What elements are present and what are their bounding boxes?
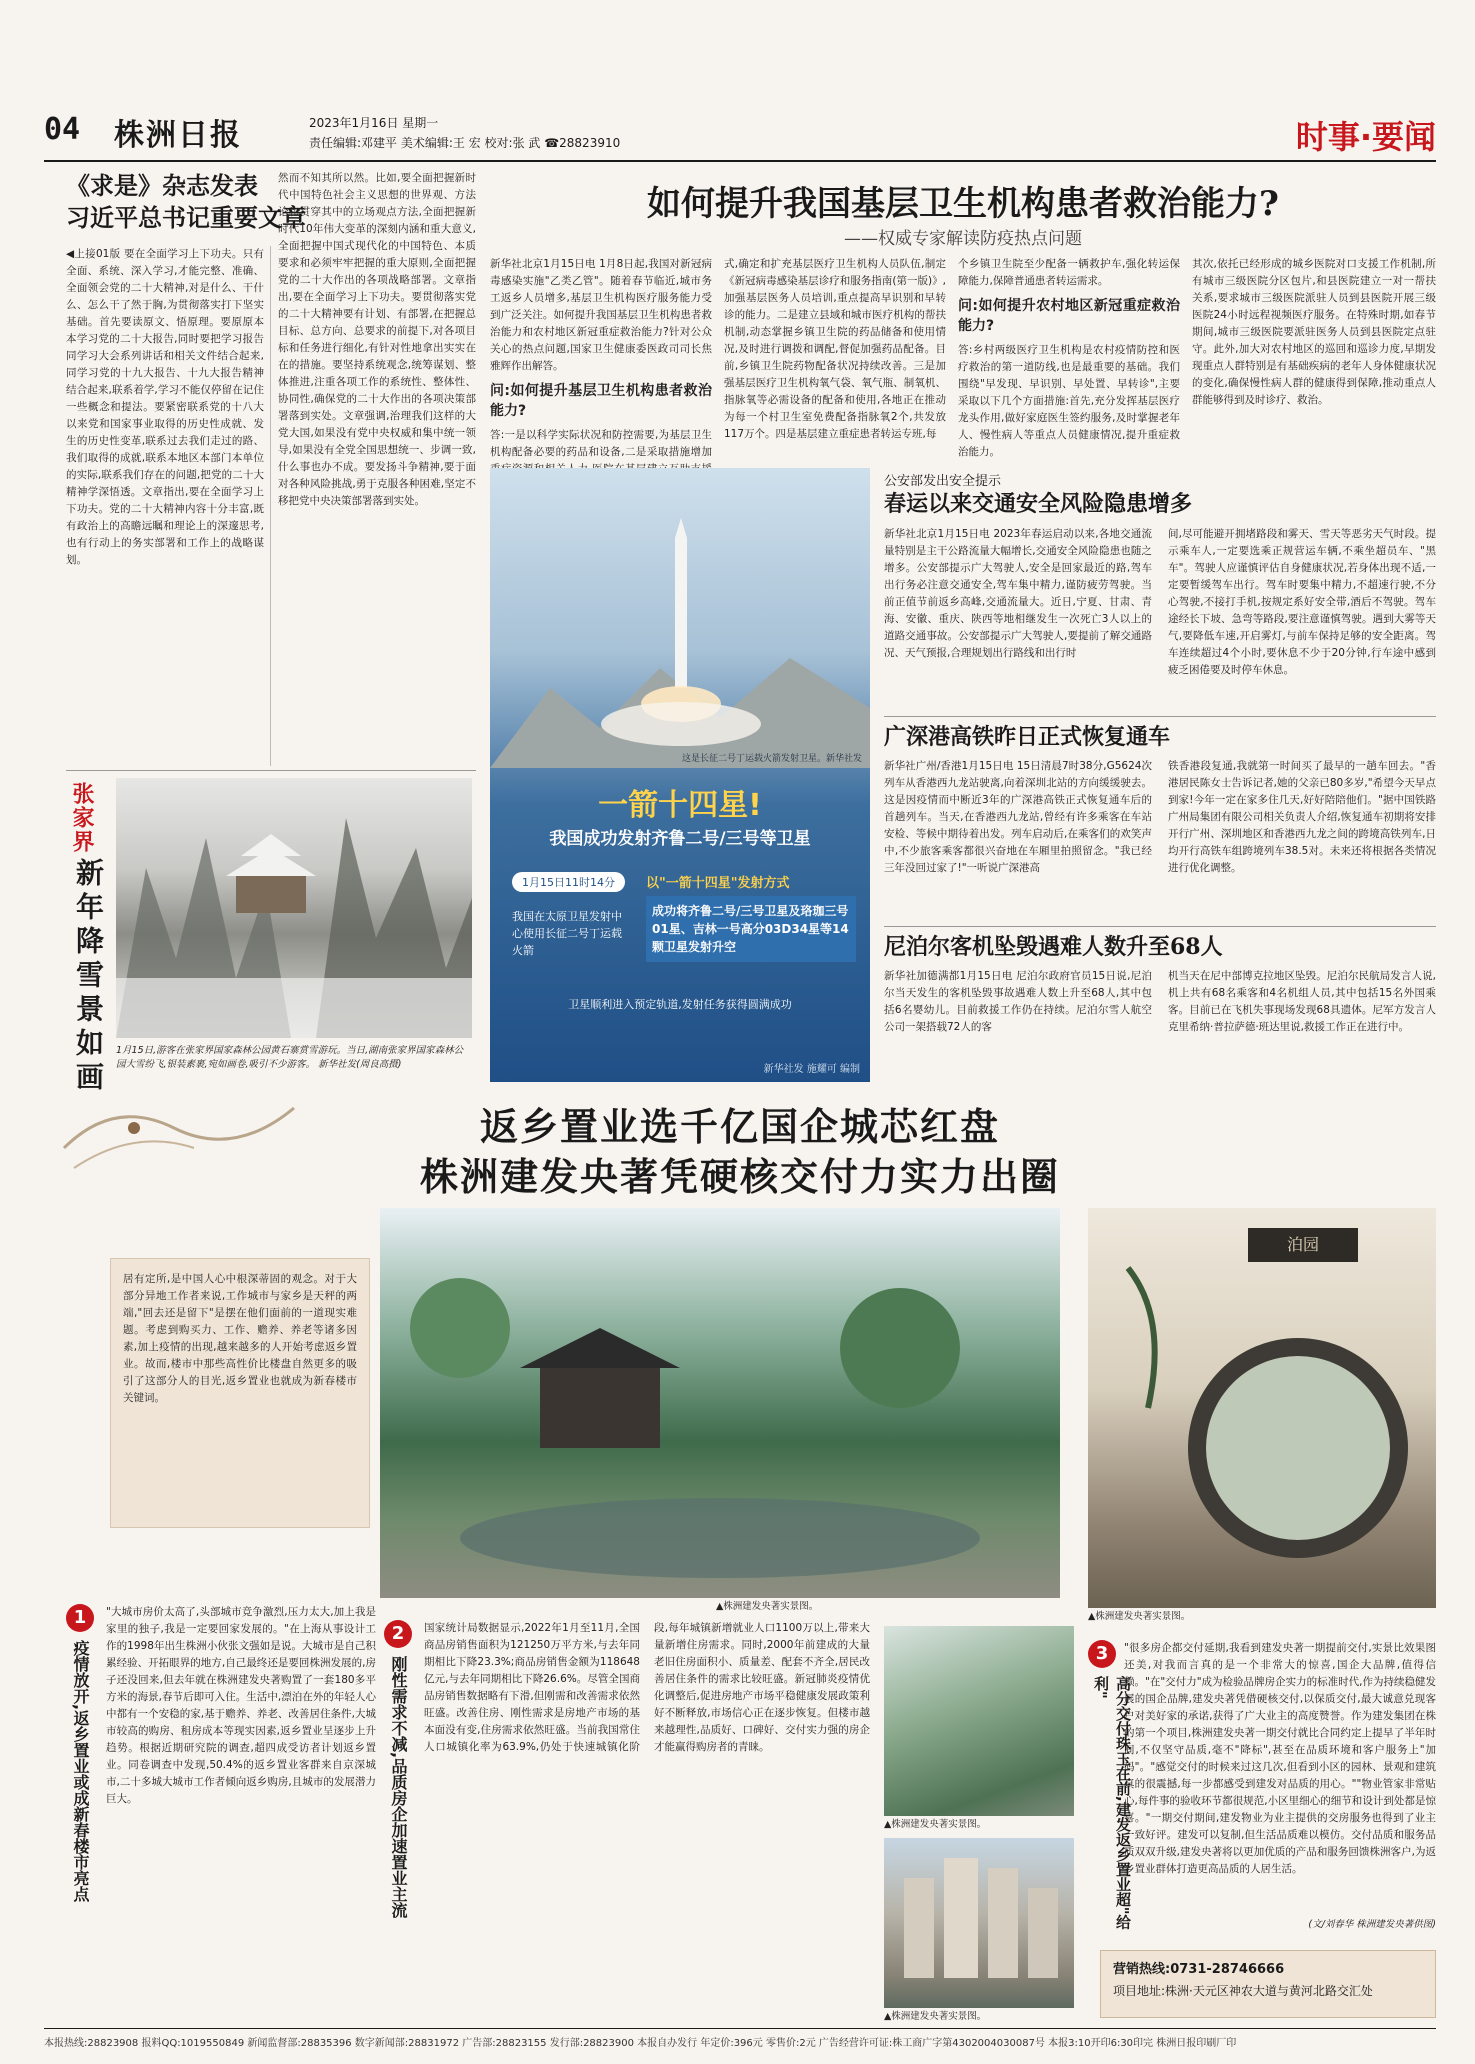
editor-line: 责任编辑:邓建平 美术编辑:王 宏 校对:张 武 ☎28823910 bbox=[309, 136, 621, 150]
health-article bbox=[490, 166, 1436, 466]
realestate-photo-3 bbox=[884, 1626, 1074, 1816]
snow-vertical-label: 张家界 bbox=[69, 782, 94, 854]
health-col1-text: 新华社北京1月15日电 1月8日起,我国对新冠病毒感染实施"乙类乙管"。随着春节临近,城市务工返乡人员增多,基层卫生机构医疗服务能力受到广泛关注。如何提升我国基层卫生机构患者救治能力和农村地区新冠重症救治能力?针对公众关心的热点问题,国家卫生健康委医政司司长焦雅辉作出解答。 bbox=[490, 258, 712, 372]
masthead-rule bbox=[44, 160, 1436, 162]
section-3-box bbox=[1088, 1640, 1436, 1940]
health-col1b-text: 答:一是以科学实际状况和防控需要,为基层卫生机构配备必要的药品和设备,二是采取措施增加 bbox=[490, 429, 712, 458]
rail-article bbox=[884, 722, 1436, 922]
gate-sign: 泊园 bbox=[1286, 1235, 1319, 1254]
section-2-number: 2 bbox=[384, 1620, 412, 1648]
footer-rule bbox=[44, 2028, 1436, 2029]
column-divider bbox=[270, 246, 271, 766]
nepal-col-2: 机当天在尼中部博克拉地区坠毁。尼泊尔民航局发言人说,机上共有68名乘客和4名机组人员,其中包括15名外国乘客。目前已在飞机失事现场发现68具遗体。尼军方发言人克里希纳·普拉萨德·班达里说,救援工作正在进行中。 bbox=[1168, 970, 1436, 1033]
rail-col-1: 新华社广州/香港1月15日电 15日清晨7时38分,G5624次列车从香港西九龙站驶离,向着深圳北站的方向缓缓驶去。这是因疫情而中断近3年的广深港高铁正式恢复通车后的首趟列车。当天,在香港西九龙站,曾经有许多乘客在车站安检、等候中期待着出发。列车启动后,在乘客们的欢笑声中,不少旅客乘客都很兴奋地在车厢里拍照留念。"我已经三年没回过家了!"一听说广深港高 bbox=[884, 760, 1152, 874]
health-q2: 问:如何提升农村地区新冠重症救治能力? bbox=[958, 298, 1180, 334]
section-3-number: 3 bbox=[1088, 1640, 1116, 1668]
traffic-article bbox=[884, 470, 1436, 710]
snow-vertical-title: 新年降雪景如画 bbox=[72, 858, 105, 1096]
qiushi-col-2: 然而不知其所以然。比如,要全面把握新时代中国特色社会主义思想的世界观、方法论和贯穿其中的立场观点方法,全面把握新时代10年伟大变革的深刻内涵和重大意义,全面把握中国式现代化的中国特色、本质要求和必须牢牢把握的重大原则,全面把握党的二十大作出的各项战略部署。文章指出,要在全面学习上下功夫。要贯彻落实党的二十大精神要有计划、有部署,在把握总目标、总方向、总要求的前提下,对各项目标和任务进行细化,有针对性地拿出实实在在的措施。要坚持系统观念,统筹谋划、整体推进,注重各项工作的系统性、整体性、协同性,确保党的二十大作出的各项决策部署落到实处。文章强调,治理我们这样的大党大国,如果没有党中央权威和集中统一领导,如果没有全党全国思想统一、步调一致,什么事也办不成。要发扬斗争精神,要于面对各种风险挑战,勇于克服各种困难,坚定不移把党中央决策部署落到实处。 bbox=[278, 172, 476, 507]
health-subtitle: ——权威专家解读防疫热点问题 bbox=[844, 229, 1082, 249]
realestate-photo-1 bbox=[380, 1208, 1060, 1598]
poster-result: 卫星顺利进入预定轨道,发射任务获得圆满成功 bbox=[568, 998, 792, 1011]
health-q1: 问:如何提升基层卫生机构患者救治能力? bbox=[490, 383, 712, 419]
section-2-body: 国家统计局数据显示,2022年1月至11月,全国商品房销售面积为121250万平方米,与去年同期相比下降23.3%;商品房销售金额为118648亿元,与去年同期相比下降26.6%。尽管全国商品房销售数据略有下滑,但刚需和改善需求依然旺盛。改善住房、刚性需求是房地产市场的基本面没有变,住房需求依然旺盛。当前我国常住人口城镇化率为63.9%,仍处于快速城镇化阶段,每年城镇新增就业人口1100万以上,带来大量新增住房需求。同时,2000年前建成的大量老旧住房面积小、质量差、配套不齐全,居民改善居住条件的需求比较旺盛。新冠肺炎疫情优化调整后,促进房地产市场平稳健康发展政策利好不断释放,市场信心正在逐步恢复。但楼市越来越理性,品质好、口碑好、交付实力强的房企才能赢得购房者的青睐。 bbox=[424, 1622, 870, 1753]
traffic-col-1: 新华社北京1月15日电 2023年春运启动以来,各地交通流量特别是主干公路流量大幅增长,交通安全风险隐患也随之增多。公安部提示广大驾驶人,安全是回家最近的路,驾车出行务必注意交通安全,驾车集中精力,谨防疲劳驾驶。当前正值节前返乡高峰,交通流量大。近日,宁夏、甘肃、青海、安徽、重庆、陕西等地相继发生一次死亡3人以上的道路交通事故。公安部提示广大驾驶人,要提前了解交通路况、天气预报,合理规划出行路线和出行时 bbox=[884, 528, 1152, 659]
caption-2: ▲株洲建发央著实景图。 bbox=[1088, 1611, 1191, 1622]
nepal-col-1: 新华社加德满都1月15日电 尼泊尔政府官员15日说,尼泊尔当天发生的客机坠毁事故遇难人数上升至68人,其中包括6名婴幼儿。目前救援工作仍在持续。尼泊尔雪人航空公司一架搭载72人的客 bbox=[884, 970, 1152, 1033]
poster-left-info: 我国在太原卫星发射中心使用长征二号丁运载火箭 bbox=[512, 910, 622, 957]
snow-photo bbox=[116, 778, 472, 1038]
section-3-title: 高分交付珠玉在前,建发返乡置业超"给利" bbox=[1092, 1676, 1132, 1930]
health-col-3 bbox=[958, 256, 1180, 456]
section-2-title: 刚性需求不减,品质房企加速置业主流 bbox=[389, 1656, 408, 1919]
divider bbox=[66, 770, 476, 771]
nepal-title: 尼泊尔客机坠毁遇难人数升至68人 bbox=[884, 934, 1223, 960]
tower-illustration bbox=[884, 1838, 1074, 2008]
rocket-photo-caption: 这是长征二号丁运载火箭发射卫星。新华社发 bbox=[681, 754, 862, 764]
garden-pavilion-illustration bbox=[380, 1208, 1060, 1598]
divider bbox=[884, 926, 1436, 927]
health-col3-text: 个乡镇卫生院至少配备一辆救护车,强化转运保障能力,保障普通患者转运需求。 bbox=[958, 258, 1180, 287]
section-1 bbox=[66, 1604, 376, 2024]
poster-subhead: 我国成功发射齐鲁二号/三号等卫星 bbox=[549, 829, 811, 849]
qiushi-title-1: 《求是》杂志发表 bbox=[66, 171, 258, 200]
realestate-banner bbox=[44, 1088, 1436, 1198]
section-1-title: 疫情放开,返乡置业或成新春楼市亮点 bbox=[71, 1640, 90, 1903]
realestate-headline-1: 返乡置业选千亿国企城芯红盘 bbox=[479, 1104, 1000, 1149]
ad-address: 项目地址:株洲·天元区神农大道与黄河北路交汇处 bbox=[1113, 1984, 1373, 1998]
qiushi-title-2: 习近平总书记重要文章 bbox=[66, 203, 306, 232]
traffic-title: 春运以来交通安全风险隐患增多 bbox=[884, 491, 1193, 517]
divider bbox=[884, 716, 1436, 717]
realestate-intro: 居有定所,是中国人心中根深蒂固的观念。对于大部分异地工作者来说,工作城市与家乡是天秤的两端,"回去还是留下"是摆在他们面前的一道现实难题。考虑到购买力、工作、赡养、养老等诸多因素,加上疫情的出现,越来越多的人开始考虑返乡置业。故而,楼市中那些高性价比楼盘自然更多的吸引了这部分人的目光,返乡置业也就成为新春楼市关键词。 bbox=[123, 1273, 357, 1404]
caption-4: ▲株洲建发央著实景图。 bbox=[884, 2011, 987, 2022]
moon-gate-illustration bbox=[1088, 1208, 1436, 1608]
realestate-ad-box bbox=[1100, 1950, 1436, 2018]
snow-mountain-illustration bbox=[116, 778, 472, 1038]
paper-name: 株洲日报 bbox=[114, 118, 242, 153]
health-title: 如何提升我国基层卫生机构患者救治能力? bbox=[647, 184, 1279, 224]
poster-detail: 成功将齐鲁二号/三号卫星及珞珈三号01星、吉林一号高分03D34星等14颗卫星发射升空 bbox=[646, 896, 856, 962]
masthead bbox=[44, 110, 1436, 156]
section-2 bbox=[384, 1620, 870, 2024]
rail-col-2: 铁香港段复通,我就第一时间买了最早的一趟车回去。"香港居民陈女士告诉记者,她的父亲已80多岁,"希望今天早点到家!今年一定在家多住几天,好好陪陪他们。"据中国铁路广州局集团有限公司相关负责人介绍,恢复通车初期将安排开行广州、深圳地区和香港西九龙之间的跨境高铁列车,日均开行高铁车组跨境列车38.5对。未来还将根据各类情况进行优化调整。 bbox=[1168, 760, 1436, 874]
snow-caption: 1月15日,游客在张家界国家森林公园黄石寨赏雪游玩。当日,湖南张家界国家森林公园大雪纷飞,银装素裹,宛如画卷,吸引不少游客。 新华社发(周良高摄) bbox=[116, 1045, 464, 1070]
traffic-kicker: 公安部发出安全提示 bbox=[884, 474, 1002, 489]
nepal-article bbox=[884, 932, 1436, 1082]
realestate-headline-2: 株洲建发央著凭硬核交付力实力出圈 bbox=[419, 1154, 1060, 1199]
health-col-4: 其次,依托已经形成的城乡医院对口支援工作机制,所有城市三级医院分区包片,和县医院建立一对一帮扶关系,要求城市三级医院派驻人员到县医院开展三级医院24小时远程视频医疗服务。在特殊时期,如春节期间,城市三级医院要派驻医务人员到县医院定点驻守。此外,加大对农村地区的巡回和巡诊力度,早期发现重点人群特别是有基础疾病的老年人身体健康状况的变化,确保慢性病人群的健康得到保障,推动重点人群能够得到及时诊疗、救治。 bbox=[1192, 258, 1436, 406]
health-col-1 bbox=[490, 256, 712, 456]
section-3-body: "很多房企都交付延期,我看到建发央著一期提前交付,实景比效果图还美,对我而言真的是一个非常大的惊喜,国企大品牌,值得信赖。"在"交付力"成为检验品牌房企实力的标准时代,作为持续稳健发展的国企品牌,建发央著凭借硬核交付,以保质交付,最大诚意兑现客户对美好家的承诺,获得了广大业主的高度赞誉。作为建发集团在株的第一个项目,株洲建发央著一期交付就比合同约定上提早了半年时间,不仅坚守品质,毫不"降标",甚至在品质环境和客户服务上"加码"。"感觉交付的时候来过这几次,但看到小区的园林、景观和建筑真的很震撼,每一步都感受到建发对品质的用心。""物业管家非常贴心,每件事的验收环节都很规范,小区里细心的细节和设计到处都是惊喜。"一期交付期间,建发物业为业主提供的交房服务也得到了业主一致好评。建发可以复制,但生活品质难以模仿。交付品质和服务品质双双升级,建发央著将以更加优质的产品和服务回馈株洲客户,为返乡置业群体打造更高品质的人居生活。 bbox=[1124, 1642, 1436, 1875]
ad-hotline: 营销热线:0731-28746666 bbox=[1113, 1962, 1285, 1977]
rail-title: 广深港高铁昨日正式恢复通车 bbox=[884, 724, 1171, 750]
page-number: 04 bbox=[44, 112, 81, 147]
poster-mode-label: 以"一箭十四星"发射方式 bbox=[646, 876, 790, 891]
footer-info: 本报热线:28823908 报料QQ:1019550849 新闻监督部:28835396 数字新闻部:28831972 广告部:28823155 发行部:28823900 本报自办发行 年定价:396元 零售价:2元 广告经营许可证:株工商广字第4302004030087号 本报3:10开印6:30印完 株洲日报印刷厂印 bbox=[44, 2038, 1237, 2049]
section-1-number: 1 bbox=[66, 1604, 94, 1632]
snow-feature bbox=[66, 778, 476, 1108]
caption-1: ▲株洲建发央著实景图。 bbox=[716, 1601, 819, 1612]
realestate-credit: (文/刘春华 株洲建发央著供图) bbox=[1308, 1919, 1436, 1930]
realestate-photo-4 bbox=[884, 1838, 1074, 2008]
rocket-photo bbox=[490, 468, 870, 768]
qiushi-col-1: ◀上接01版 要在全面学习上下功夫。只有全面、系统、深入学习,才能完整、准确、全面领会党的二十大精神,对是什么、干什么、怎么干了然于胸,为贯彻落实打下坚实基础。首先要读原文、悟原理。要原原本本学习党的二十大报告,同时要把学习报告同学习大会系列讲话和相关文件结合起来,同学习党的十九大报告、十九大报告精神结合起来,联系着学,学习不能仅停留在记住一些概念和提法。要紧密联系党的十八大以来党和国家事业取得的历史性成就、发生的历史性变革,联系过去我们走过的路、我们取得的成就,联系本地区本部门本单位的实际,联系我们存在的问题,把党的二十大精神学深悟透。文章指出,要在全面学习上下功夫。党的二十大精神内容十分丰富,既有政治上的高瞻远瞩和理论上的深邃思考,也有行动上的务实部署和工作上的战略谋划。 bbox=[66, 248, 264, 566]
launch-poster bbox=[490, 468, 870, 1082]
poster-credit: 新华社发 施耀可 编制 bbox=[763, 1064, 860, 1075]
health-col3b-text: 答:乡村两级医疗卫生机构是农村疫情防控和医疗救治的第一道防线,也是最重要的基础。我们围绕"早发现、早识别、早处置、早转诊",主要采取以下几个方面措施:首先,充分发挥基层医疗龙头作用,做好家庭医生签约服务,及时掌握老年人、慢性病人等重点人员健康情况,提升重症救治能力。 bbox=[958, 344, 1180, 458]
poster-date-tag: 1月15日11时14分 bbox=[512, 872, 625, 892]
section-1-body: "大城市房价太高了,头部城市竞争激烈,压力太大,加上我是家里的独子,我是一定要回家发展的。"在上海从事设计工作的1998年出生株洲小伙张文强如是说。大城市是自己积累经验、开拓眼界的地方,自己最终还是要回株洲发展的,房子还没回来,但去年就在株洲建发央著购置了一套180多平方米的海景,春节后即可入住。生活中,漂泊在外的年轻人心中都有一个安稳的家,基于赡养、养老、改善居住条件,大城市较高的购房、租房成本等现实因素,返乡置业呈逐步上升趋势。根据近期研究院的调查,超四成受访者计划返乡置业。同卷调查中发现,50.4%的返乡置业客群来自京深城市,二十多城大城市工作者倾向返乡购房,且城市的发展潜力巨大。 bbox=[106, 1606, 376, 1805]
realestate-intro-box bbox=[110, 1258, 370, 1528]
realestate-photo-2 bbox=[1088, 1208, 1436, 1608]
qiushi-article bbox=[66, 170, 476, 770]
health-col-2: 式,确定和扩充基层医疗卫生机构人员队伍,制定《新冠病毒感染基层诊疗和服务指南(第一版)》,加强基层医务人员培训,重点提高早识别和早转诊的能力。二是建立县域和城市医疗机构的帮扶机制,动态掌握乡镇卫生院的药品储备和使用情况,及时进行调拨和调配,督促加强药品配备。目前,乡镇卫生院药物配备状况持续改善。三是加强基层医疗卫生机构氧气袋、氧气瓶、制氧机、指脉氧等必需设备的配备和使用,各地正在推动为每一个村卫生室免费配备指脉氧2个,共发放117万个。四是基层建立重症患者转运专班,每 bbox=[724, 258, 946, 440]
traffic-col-2: 间,尽可能避开拥堵路段和雾天、雪天等恶劣天气时段。提示乘车人,一定要选乘正规营运车辆,不乘坐超员车、"黑车"。驾驶人应谨慎评估自身健康状况,若身体出现不适,一定要暂缓驾车出行。驾车时要集中精力,不超速行驶,不分心驾驶,不接打手机,按规定系好安全带,酒后不驾驶。驾车途经长下坡、急弯等路段,要注意谨慎驾驶。遇到大雾等天气,要降低车速,开启雾灯,与前车保持足够的安全距离。驾车连续超过4个小时,要休息不少于20分钟,行车途中感到疲乏困倦要及时停车休息。 bbox=[1168, 528, 1436, 676]
date-line: 2023年1月16日 星期一 bbox=[309, 116, 439, 130]
poster-headline: 一箭十四星! bbox=[598, 788, 762, 823]
section-label: 时事·要闻 bbox=[1295, 118, 1436, 156]
caption-3: ▲株洲建发央著实景图。 bbox=[884, 1819, 987, 1830]
